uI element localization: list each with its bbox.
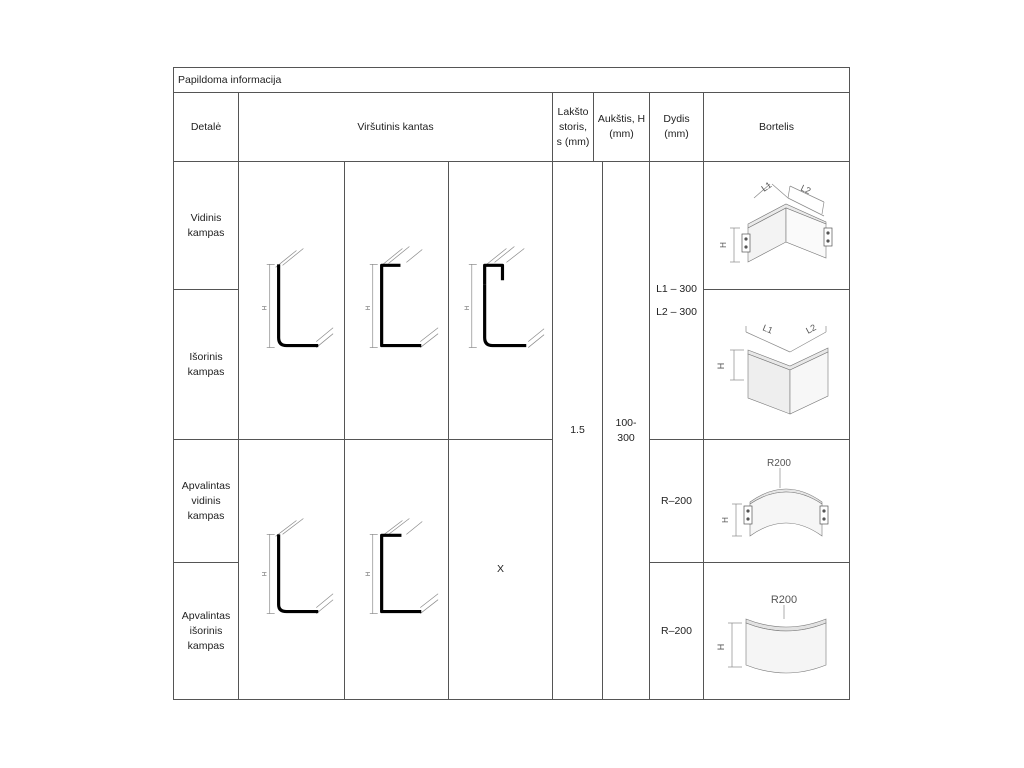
table-title: Papildoma informacija xyxy=(178,73,282,86)
dim-h-label: H xyxy=(262,305,269,310)
dim-h-label: H xyxy=(365,305,372,310)
profile-c-rounded xyxy=(345,440,449,699)
profile-l-corner xyxy=(239,162,345,440)
dim-h-label: H xyxy=(262,571,269,577)
dim-r-label: R200 xyxy=(767,457,791,469)
dydis-round-outer-cell xyxy=(650,563,704,699)
dim-r-label: R200 xyxy=(770,594,798,606)
profile-c-hook-corner xyxy=(449,162,553,440)
header-bortelis: Bortelis xyxy=(704,93,849,162)
row-vidinis-kampas-label: Vidinis kampas xyxy=(174,162,239,290)
dim-h-label: H xyxy=(716,362,726,369)
l-profile-drawing xyxy=(239,162,344,440)
bortelis-inner-corner xyxy=(704,162,849,290)
info-table xyxy=(173,67,850,700)
table-title-cell xyxy=(174,68,849,93)
row-isorinis-kampas-label: Išorinis kampas xyxy=(174,290,239,440)
dim-l2-label: L2 xyxy=(804,321,818,336)
dim-h-label: H xyxy=(464,305,471,310)
dydis-round-inner-cell xyxy=(650,440,704,563)
profile-missing xyxy=(449,440,553,699)
missing-profile-mark: X xyxy=(496,563,504,575)
c-profile-drawing xyxy=(345,162,448,440)
profile-l-rounded xyxy=(239,440,345,699)
dim-h-label: H xyxy=(719,241,728,248)
lakstas-value-cell xyxy=(553,162,603,699)
header-lakstas: Lakšto storis, s (mm) xyxy=(553,93,594,162)
header-aukstis: Aukštis, H (mm) xyxy=(594,93,650,162)
bortelis-outer-corner xyxy=(704,290,849,440)
dim-h-label: H xyxy=(365,571,372,577)
dim-l1-label: L1 xyxy=(759,179,774,194)
bortelis-round-outer xyxy=(704,563,849,699)
dydis-r-inner: R–200 xyxy=(661,494,692,507)
c-profile-rounded-drawing xyxy=(345,440,448,699)
lakstas-value: 1.5 xyxy=(570,424,585,436)
dydis-r-outer: R–200 xyxy=(661,624,692,637)
outer-corner-drawing xyxy=(704,290,849,440)
row-apvalintas-vidinis-label: Apvalintas vidinis kampas xyxy=(174,440,239,563)
dim-l2-label: L2 xyxy=(799,182,813,196)
dim-h-label: H xyxy=(716,643,726,651)
row-apvalintas-isorinis-label: Apvalintas išorinis kampas xyxy=(174,563,239,699)
aukstis-value: 100-300 xyxy=(615,416,637,444)
bortelis-round-inner xyxy=(704,440,849,563)
dydis-l1: L1 – 300 xyxy=(656,282,697,295)
dim-l1-label: L1 xyxy=(761,322,775,336)
profile-c-corner xyxy=(345,162,449,440)
dydis-l2: L2 – 300 xyxy=(656,305,697,318)
header-detale: Detalė xyxy=(174,93,239,162)
aukstis-value-cell xyxy=(603,162,650,699)
c-hook-profile-drawing xyxy=(449,162,552,440)
dydis-corner-cell xyxy=(650,162,704,440)
round-inner-drawing xyxy=(704,440,849,563)
dim-h-label: H xyxy=(721,516,730,523)
header-virsutinis-kantas: Viršutinis kantas xyxy=(239,93,553,162)
round-outer-drawing xyxy=(704,563,849,699)
inner-corner-drawing xyxy=(704,162,849,290)
l-profile-rounded-drawing xyxy=(239,440,344,699)
header-dydis: Dydis (mm) xyxy=(650,93,704,162)
